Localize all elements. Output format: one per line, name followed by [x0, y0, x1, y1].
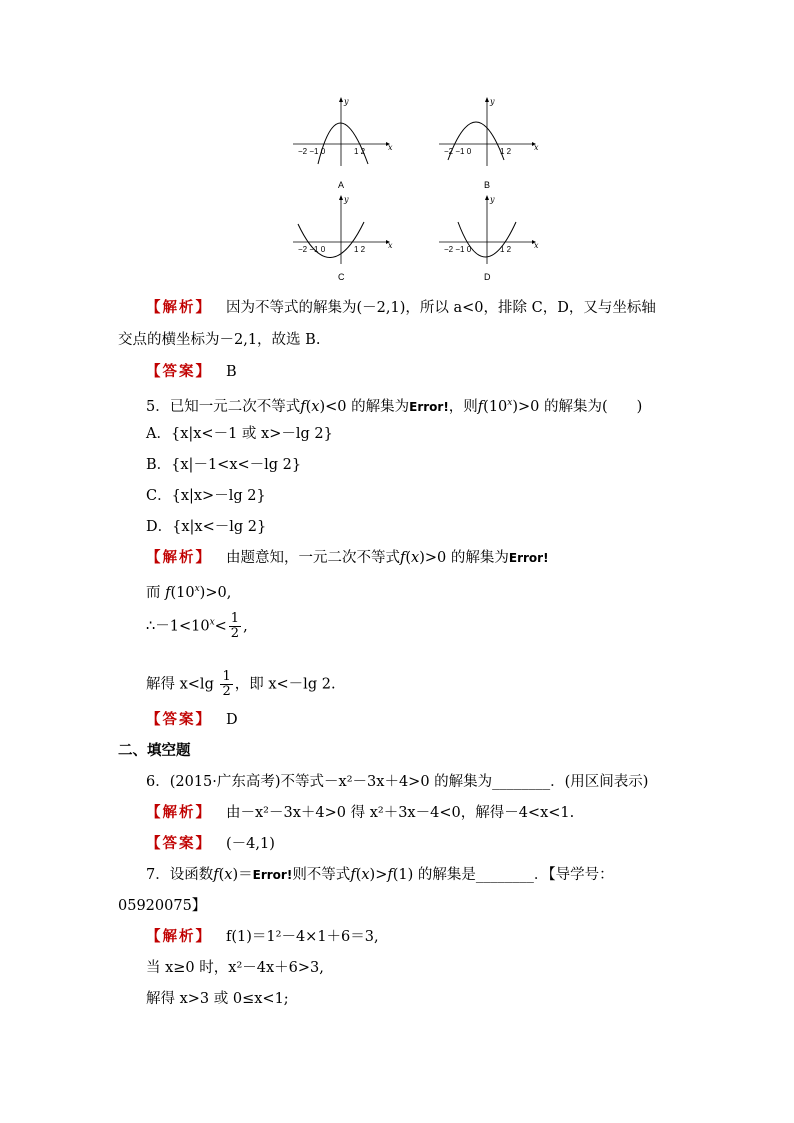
q5-answer-value: D	[226, 712, 238, 728]
q5-answer-line	[146, 710, 238, 730]
q5-stem-b: <0 的解集为	[325, 399, 410, 415]
q5-error-text: Error!	[409, 400, 449, 414]
graph-d-plot	[434, 192, 544, 272]
q7-stem-b: ＝	[238, 867, 253, 883]
svg-text:x: x	[388, 241, 393, 250]
q5-stem: 5．已知一元二次不等式f(x)<0 的解集为Error!，则$f(10^x)>0$ 的解集为( )	[146, 398, 643, 415]
graph-d-label: D	[484, 272, 491, 282]
q7-stem: 7．设函数f(x)＝Error!则不等式f(x)>f(1) 的解集是________．【导学号：	[146, 867, 614, 883]
svg-text:−2 −1 0: −2 −1 0	[444, 147, 472, 156]
graph-a-label: A	[338, 180, 345, 190]
answer-tag: 【答案】	[146, 835, 212, 852]
q5-error-text: Error!	[508, 551, 549, 565]
analysis-tag: 【解析】	[146, 928, 212, 945]
q7-analysis-line3: 解得 x>3 或 0≤x<1;	[146, 991, 289, 1007]
svg-text:x: x	[388, 143, 393, 152]
svg-text:1 2: 1 2	[500, 147, 512, 156]
q5-option-c: C．{x|x>－lg 2}	[146, 488, 266, 504]
q7-stem-a: 7．设函数	[146, 867, 214, 883]
answer-tag: 【答案】	[146, 363, 212, 380]
q5-stem-a: 5．已知一元二次不等式	[146, 399, 301, 415]
analysis-tag: 【解析】	[146, 549, 212, 566]
graph-b-label: B	[484, 180, 491, 190]
svg-text:y: y	[490, 195, 495, 204]
section-heading-fill-in: 二、填空题	[118, 743, 191, 759]
q5-line4-b: ，即 x<－lg 2.	[234, 676, 336, 693]
q5-analysis-line2: 而 $f(10^x)>0$,	[146, 584, 232, 601]
graph-d	[434, 192, 539, 282]
q6-answer-value: (－4,1)	[226, 836, 275, 852]
q5-line4-a: 解得 x<lg	[146, 676, 219, 693]
svg-text:−2 −1 0: −2 −1 0	[298, 245, 326, 254]
q6-analysis-text: 由－x²－3x＋4>0 得 x²＋3x－4<0，解得－4<x<1.	[226, 805, 575, 821]
q7-stem-line2: 05920075】	[118, 898, 207, 914]
q5-option-a: A．{x|x<－1 或 x>－lg 2}	[146, 426, 333, 442]
q7-stem-c: 则不等式	[292, 867, 351, 883]
q5-stem-c: ，则	[448, 399, 478, 415]
q4-answer-line	[146, 362, 237, 382]
q6-stem: 6．(2015·广东高考)不等式－x²－3x＋4>0 的解集为________．(用区间表示)	[146, 774, 649, 790]
svg-text:y: y	[490, 97, 495, 106]
fraction-half: $\frac{1}{2}$	[222, 669, 231, 699]
svg-text:y: y	[344, 97, 349, 106]
q5-analysis-b: >0 的解集为	[424, 550, 509, 566]
q5-option-d: D．{x|x<－lg 2}	[146, 519, 267, 535]
svg-text:y: y	[344, 195, 349, 204]
svg-text:1 2: 1 2	[354, 245, 366, 254]
q7-stem-d: 的解集是________．【导学号：	[417, 867, 614, 883]
q4-analysis-line1	[146, 298, 656, 318]
q5-stem-d: >0 的解集为( )	[518, 399, 643, 415]
answer-tag: 【答案】	[146, 711, 212, 728]
q5-line3-b: <	[214, 618, 227, 635]
graph-b	[434, 94, 539, 190]
q5-analysis-line3: $\therefore-1<10^x<$ $\frac{1}{2}$ ,	[146, 611, 248, 641]
graph-a	[288, 94, 393, 190]
q5-analysis-a: 由题意知，一元二次不等式	[226, 550, 400, 566]
graph-c	[288, 192, 393, 282]
svg-text:1 2: 1 2	[500, 245, 512, 254]
q7-analysis-1: f(1)＝1²－4×1＋6＝3,	[226, 929, 379, 945]
graph-c-label: C	[338, 272, 345, 282]
q7-analysis-line2: 当 x≥0 时，x²－4x＋6>3,	[146, 960, 324, 976]
q7-error-text: Error!	[252, 868, 293, 882]
q4-answer-value: B	[226, 364, 237, 380]
option-graphs-figure	[288, 94, 538, 284]
graph-b-plot	[434, 94, 544, 174]
svg-text:x: x	[534, 241, 539, 250]
svg-text:x: x	[534, 143, 539, 152]
svg-text:1 2: 1 2	[354, 147, 366, 156]
q5-analysis-line1: 【解析】 由题意知，一元二次不等式f(x)>0 的解集为Error!	[146, 549, 549, 566]
q5-line3-a: ∴－1<10	[146, 618, 210, 635]
q6-analysis-line	[146, 803, 574, 823]
q7-analysis-line1	[146, 927, 379, 947]
q6-answer-line	[146, 834, 275, 854]
q5-option-b: B．{x|－1<x<－lg 2}	[146, 457, 302, 473]
fraction-half: $\frac{1}{2}$	[230, 611, 240, 641]
svg-text:−2 −1 0: −2 −1 0	[444, 245, 472, 254]
q4-analysis-text: 因为不等式的解集为(－2,1)，所以 a<0，排除 C，D，又与坐标轴	[226, 300, 656, 316]
graph-c-plot	[288, 192, 398, 272]
q5-analysis-line4	[146, 670, 336, 699]
analysis-tag: 【解析】	[146, 804, 212, 821]
graph-a-plot	[288, 94, 398, 174]
svg-text:−2 −1 0: −2 −1 0	[298, 147, 326, 156]
analysis-tag: 【解析】	[146, 299, 212, 316]
q4-analysis-line2: 交点的横坐标为－2,1，故选 B.	[118, 332, 321, 348]
